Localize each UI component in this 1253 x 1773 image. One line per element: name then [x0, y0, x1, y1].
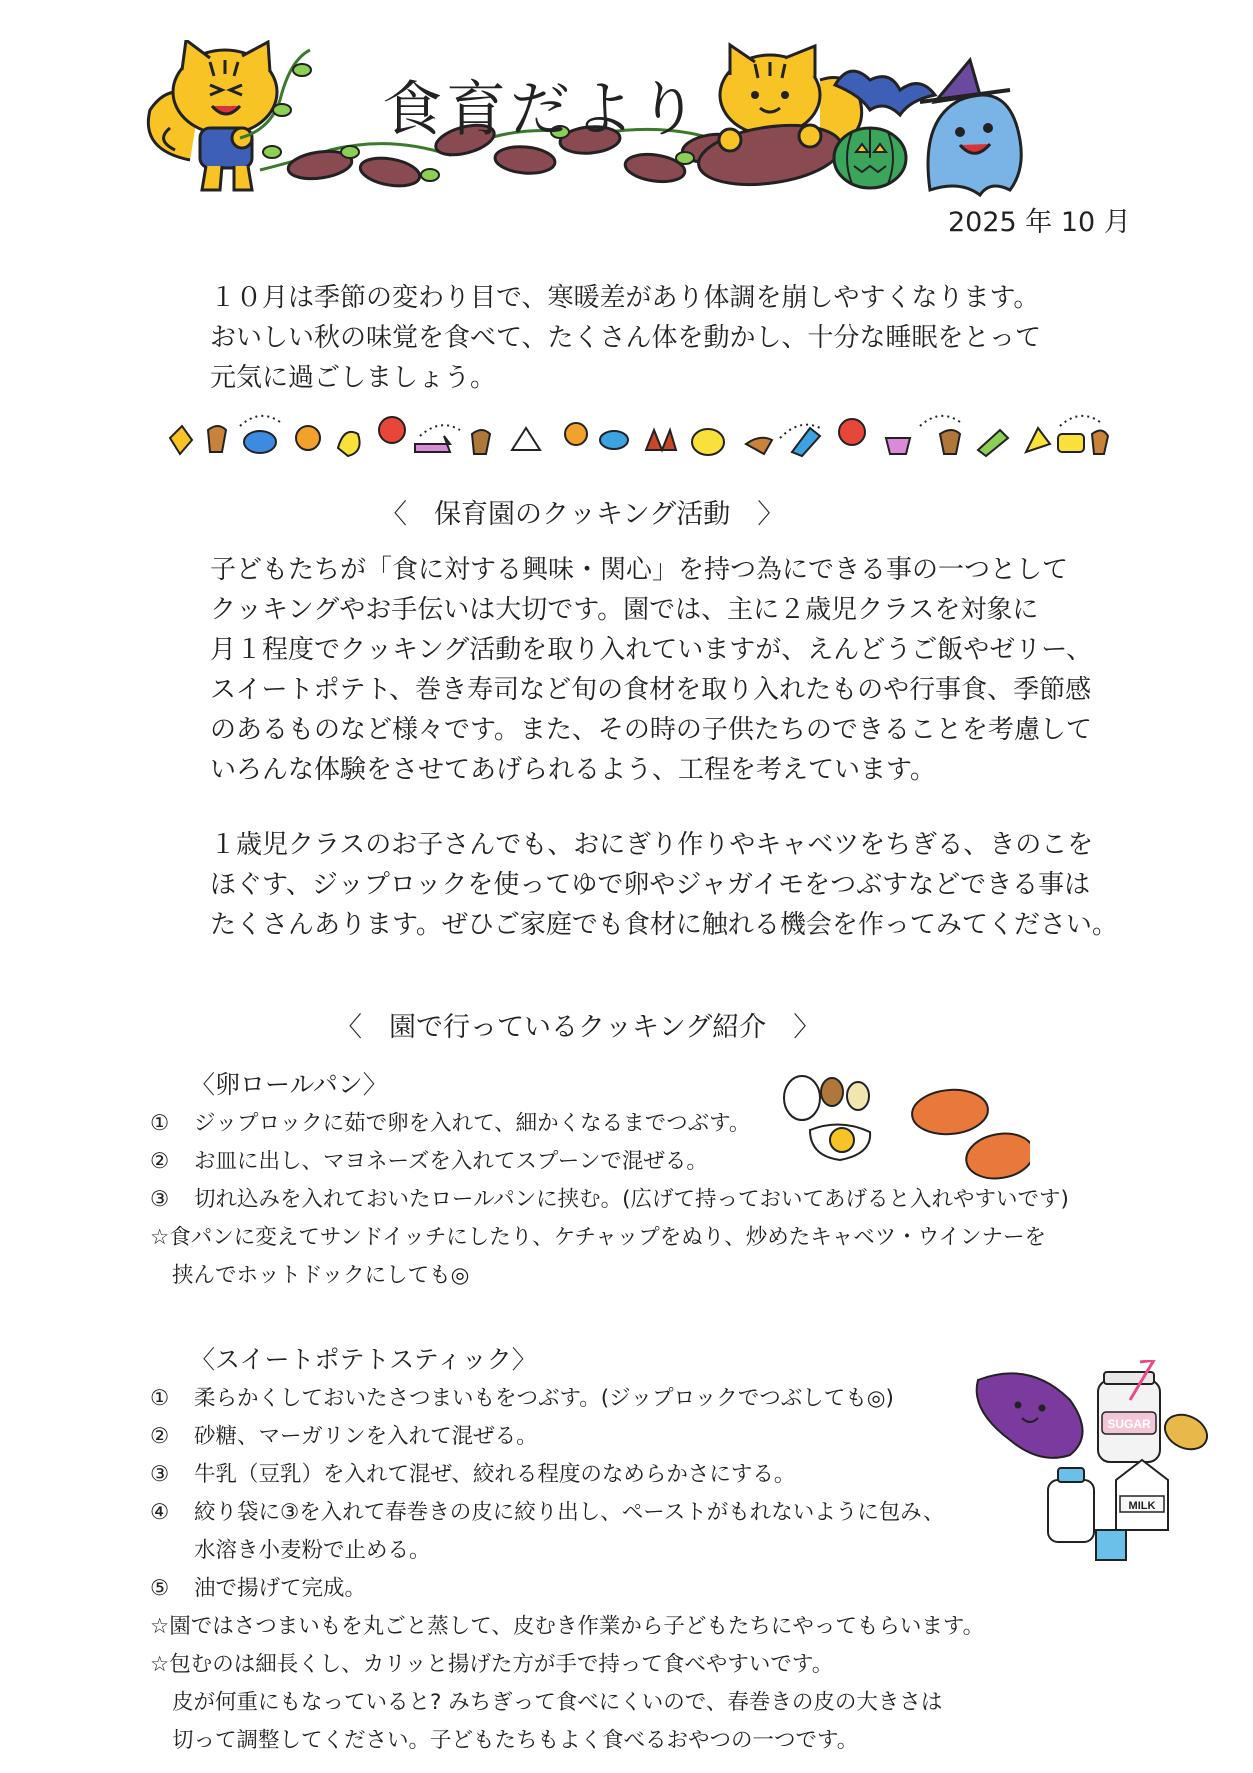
paragraph-line: ほぐす、ジップロックを使ってゆで卵やジャガイモをつぶすなどできる事は: [210, 870, 1091, 900]
step-number: ①: [150, 1111, 170, 1136]
milk-label: MILK: [1128, 1500, 1156, 1512]
sugar-label: SUGAR: [1107, 1417, 1151, 1431]
paragraph-line: 子どもたちが「食に対する興味・関心」を持つ為にできる事の一つとして: [210, 555, 1069, 585]
intro-line: 元気に過ごしましょう。: [210, 363, 497, 393]
cooking-activity-paragraph-2: [210, 825, 1118, 945]
cat-left-illustration: [148, 40, 277, 190]
section-heading-cooking-introduction: 〈 園で行っているクッキング紹介 〉: [335, 1012, 821, 1043]
food-icon-border: [160, 408, 1110, 468]
paragraph-line: たくさんあります。ぜひご家庭でも食材に触れる機会を作ってみてください。: [210, 910, 1118, 940]
step-number: ②: [150, 1424, 170, 1449]
section-heading-cooking-activity: 〈 保育園のクッキング活動 〉: [380, 499, 785, 530]
paragraph-line: のあるものなど様々です。また、その時の子供たちのできることを考慮して: [210, 715, 1092, 745]
step-text: 砂糖、マーガリンを入れて混ぜる。: [194, 1424, 538, 1449]
recipe-title-egg-roll: 〈卵ロールパン〉: [190, 1070, 388, 1099]
recipe-step: [150, 1418, 984, 1456]
paragraph-line: スイートポテト、巻き寿司など旬の食材を取り入れたものや行事食、季節感: [210, 675, 1092, 705]
paragraph-line: １歳児クラスのお子さんでも、おにぎり作りやキャベツをちぎる、きのこを: [210, 830, 1094, 860]
step-text: 切れ込みを入れておいたロールパンに挟む。(広げて持っておいてあげると入れやすいです): [194, 1187, 1069, 1212]
recipe-step-continued: [150, 1532, 984, 1570]
intro-line: １０月は季節の変わり目で、寒暖差があり体調を崩しやすくなります。: [210, 283, 1040, 313]
step-number: ⑤: [150, 1576, 170, 1601]
milk-bottle-illustration: [1048, 1468, 1094, 1542]
step-text: 絞り袋に③を入れて春巻きの皮に絞り出し、ペーストがもれないように包み、: [194, 1500, 945, 1525]
recipe-title-sweet-potato-stick: 〈スイートポテトスティック〉: [190, 1345, 537, 1374]
recipe-note: ☆包むのは細長くし、カリッと揚げた方が手で持って食べやすいです。: [150, 1652, 834, 1677]
intro-line: おいしい秋の味覚を食べて、たくさん体を動かし、十分な睡眠をとって: [210, 323, 1041, 353]
recipe-note-continued: 切って調整してください。子どもたちもよく食べるおやつの一つです。: [172, 1728, 859, 1753]
recipe-steps-sweet-potato-stick: [150, 1380, 984, 1760]
step-text: お皿に出し、マヨネーズを入れてスプーンで混ぜる。: [194, 1149, 708, 1174]
recipe-note-continued: 皮が何重にもなっていると? みちぎって食べにくいので、春巻きの皮の大きさは: [172, 1690, 943, 1715]
sweet-potato-character-illustration: [977, 1373, 1083, 1458]
paragraph-line: クッキングやお手伝いは大切です。園では、主に２歳児クラスを対象に: [210, 595, 1039, 625]
milk-carton-illustration: [1096, 1460, 1168, 1560]
recipe-step: [150, 1456, 984, 1494]
paragraph-line: いろんな体験をさせてあげられるよう、工程を考えています。: [210, 755, 936, 785]
recipe-step: [150, 1380, 984, 1418]
sweet-potato-ingredients-illustration: [970, 1360, 1220, 1590]
recipe-step: [150, 1570, 984, 1608]
step-number: ②: [150, 1149, 170, 1174]
cooking-activity-paragraph-1: [210, 550, 1092, 790]
ghost-illustration: [920, 60, 1021, 195]
paragraph-line: 月１程度でクッキング活動を取り入れていますが、えんどうご飯やゼリー、: [210, 635, 1093, 665]
butter-illustration: [1159, 1408, 1212, 1456]
step-number: ①: [150, 1386, 170, 1411]
step-number: ③: [150, 1462, 170, 1487]
newsletter-title: 食育だより: [382, 75, 702, 145]
sugar-jar-illustration: [1098, 1360, 1160, 1462]
step-text: 柔らかくしておいたさつまいもをつぶす。(ジップロックでつぶしても◎): [194, 1386, 894, 1411]
recipe-note: ☆園ではさつまいもを丸ごと蒸して、皮むき作業から子どもたちにやってもらいます。: [150, 1614, 985, 1639]
step-text: ジップロックに茹で卵を入れて、細かくなるまでつぶす。: [194, 1111, 751, 1136]
issue-date: 2025 年 10 月: [948, 207, 1131, 238]
pumpkin-illustration: [834, 128, 906, 188]
step-number: ③: [150, 1187, 170, 1212]
step-text: 水溶き小麦粉で止める。: [194, 1538, 431, 1563]
recipe-note: ☆食パンに変えてサンドイッチにしたり、ケチャップをぬり、炒めたキャベツ・ウインナーを: [150, 1225, 1047, 1250]
step-text: 牛乳（豆乳）を入れて混ぜ、絞れる程度のなめらかさにする。: [194, 1462, 796, 1487]
step-text: 油で揚げて完成。: [194, 1576, 367, 1601]
step-number: ④: [150, 1500, 170, 1525]
egg-bread-illustration: [780, 1070, 1030, 1190]
recipe-note-continued: 挟んでホットドックにしても◎: [172, 1263, 470, 1288]
recipe-step: [150, 1494, 984, 1532]
intro-text: [210, 278, 1041, 398]
